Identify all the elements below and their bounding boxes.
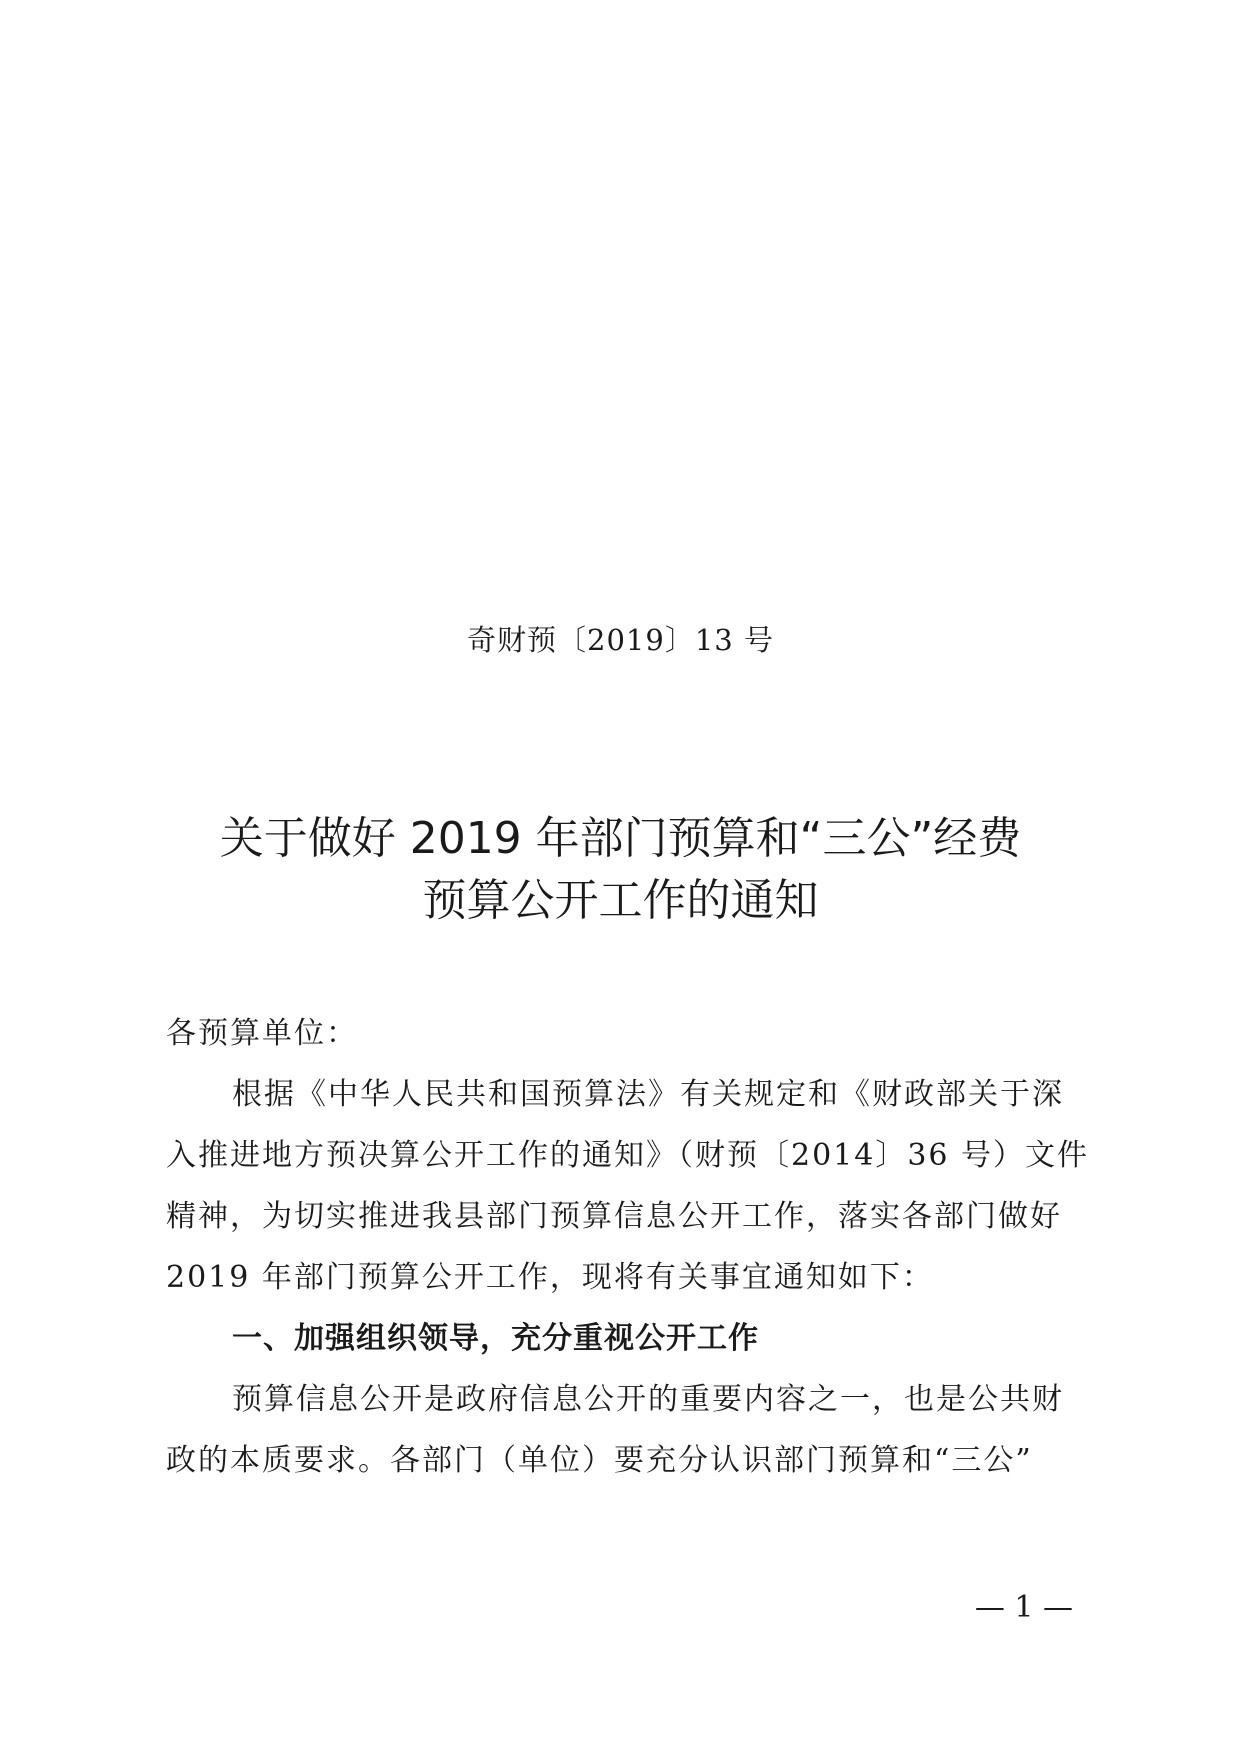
paragraph-line: 政的本质要求。各部门（单位）要充分认识部门预算和“三公” — [166, 1443, 1033, 1478]
document-number: 奇财预〔2019〕13 号 — [467, 623, 774, 657]
paragraph-line: 2019 年部门预算公开工作，现将有关事宜通知如下： — [166, 1260, 934, 1295]
paragraph-line: 预算信息公开是政府信息公开的重要内容之一，也是公共财 — [232, 1382, 1064, 1417]
title-line-2: 预算公开工作的通知 — [422, 875, 819, 926]
paragraph-line: 入推进地方预决算公开工作的通知》（财预〔2014〕36 号）文件 — [166, 1138, 1090, 1173]
section-heading: 一、加强组织领导，充分重视公开工作 — [232, 1321, 759, 1356]
title-line-1: 关于做好 2019 年部门预算和“三公”经费 — [219, 813, 1022, 864]
document-title — [0, 808, 1241, 932]
document-body — [166, 1003, 1090, 1491]
page-number: — 1 — — [974, 1590, 1073, 1625]
paragraph-line: 精神，为切实推进我县部门预算信息公开工作，落实各部门做好 — [166, 1199, 1062, 1234]
salutation: 各预算单位： — [166, 1016, 358, 1051]
paragraph-line: 根据《中华人民共和国预算法》有关规定和《财政部关于深 — [232, 1077, 1064, 1112]
